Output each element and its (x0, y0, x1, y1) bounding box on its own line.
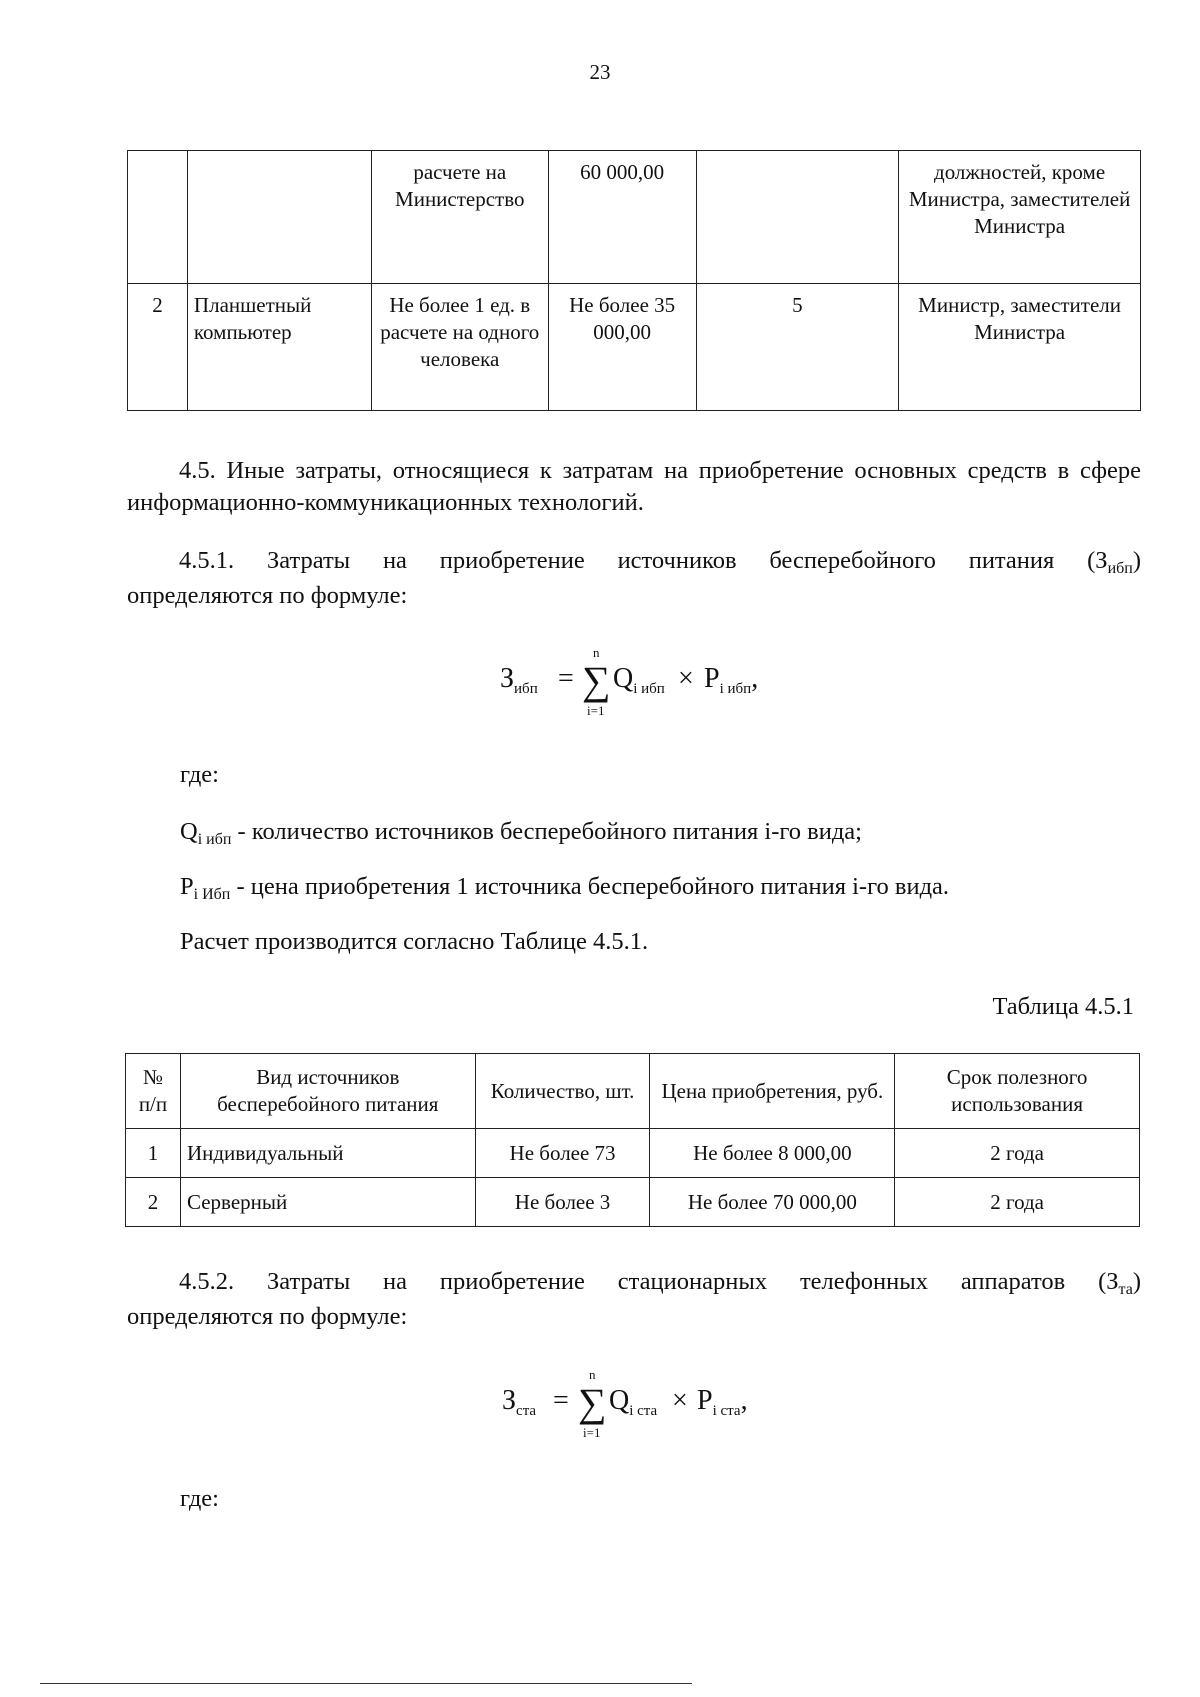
sigma-icon: ∑ (578, 1380, 607, 1425)
table-header-row (126, 1054, 1140, 1129)
page-number: 23 (589, 60, 611, 84)
cell-price: Не более 35 000,00 (548, 284, 696, 411)
formula-q-sub: i ста (629, 1403, 658, 1419)
calculation-note: Расчет производится согласно Таблице 4.5.1. (180, 928, 649, 955)
cell-positions: должностей, кроме Министра, заместителей Министра (899, 151, 1141, 284)
formula-end: , (751, 663, 759, 694)
cell-type: Индивидуальный (180, 1129, 475, 1178)
def-q-symbol: Q (180, 818, 198, 845)
def-q-sub: i ибп (197, 831, 232, 848)
header-num: № п/п (126, 1054, 181, 1129)
def-p-text: - цена приобретения 1 источника бесперебойного питания i-го вида. (230, 873, 950, 900)
section-4-5-2-paragraph (127, 1266, 1141, 1333)
footer-divider (40, 1683, 692, 1684)
definition-q (180, 818, 862, 846)
formula-q-sub: i ибп (633, 681, 665, 697)
header-price: Цена приобретения, руб. (650, 1054, 895, 1129)
def-p-symbol: P (180, 873, 194, 900)
section-4-5-2-line2: определяются по формуле: (127, 1303, 408, 1330)
table-row (128, 151, 1141, 284)
cell-num (128, 151, 188, 284)
cell-price: Не более 70 000,00 (650, 1178, 895, 1227)
section-4-5-2-sub: та (1118, 1281, 1133, 1298)
section-4-5-2-line1 (127, 1266, 1141, 1301)
formula-eq: = (553, 1385, 569, 1416)
header-quantity: Количество, шт. (475, 1054, 650, 1129)
formula-p-sub: i ибп (719, 681, 752, 697)
cell-quantity: Не более 3 (475, 1178, 650, 1227)
section-4-5-1-end: ) (1132, 547, 1141, 574)
formula-lhs-sub: ста (516, 1403, 537, 1419)
formula-ibp (500, 645, 780, 733)
where-label: где: (180, 761, 219, 788)
cell-type: Серверный (180, 1178, 475, 1227)
section-4-5-2-end: ) (1132, 1268, 1141, 1295)
section-4-5-1-line2: определяются по формуле: (127, 582, 408, 609)
sigma-icon: ∑ (582, 658, 611, 703)
where-label: где: (180, 1485, 219, 1512)
sum-lower-limit: i=1 (583, 1425, 601, 1440)
table-caption: Таблица 4.5.1 (992, 993, 1134, 1020)
formula-times: × (672, 1385, 688, 1416)
section-4-5-1-line1 (127, 545, 1141, 580)
table-row (126, 1129, 1140, 1178)
cell-positions: Министр, заместители Министра (899, 284, 1141, 411)
formula-times: × (678, 663, 694, 694)
sum-lower-limit: i=1 (587, 703, 605, 718)
cell-num: 2 (126, 1178, 181, 1227)
table-row (126, 1178, 1140, 1227)
cell-num: 1 (126, 1129, 181, 1178)
cell-term (696, 151, 899, 284)
cell-price: 60 000,00 (548, 151, 696, 284)
sum-upper-limit: n (593, 645, 600, 660)
formula-end: , (740, 1385, 748, 1416)
definition-p (180, 873, 949, 901)
formula-eq: = (558, 663, 574, 694)
cell-price: Не более 8 000,00 (650, 1129, 895, 1178)
sum-upper-limit: n (589, 1367, 596, 1382)
formula-lhs: З (500, 663, 515, 694)
section-4-5-1-sub: ибп (1107, 560, 1133, 577)
formula-q: Q (613, 663, 634, 694)
cell-norm: Не более 1 ед. в расчете на одного человека (371, 284, 548, 411)
cell-term: 2 года (895, 1178, 1140, 1227)
def-q-text: - количество источников бесперебойного питания i-го вида; (231, 818, 862, 845)
section-4-5-2-text: 4.5.2. Затраты на приобретение стационарных телефонных аппаратов (З (179, 1268, 1119, 1295)
header-term: Срок полезного использования (895, 1054, 1140, 1129)
equipment-table-continuation (127, 150, 1141, 411)
header-type: Вид источников бесперебойного питания (180, 1054, 475, 1129)
ups-table (125, 1053, 1140, 1227)
table-row (128, 284, 1141, 411)
cell-term: 2 года (895, 1129, 1140, 1178)
def-p-sub: i Ибп (193, 886, 231, 903)
section-4-5-1-text: 4.5.1. Затраты на приобретение источников бесперебойного питания (З (179, 547, 1108, 574)
section-4-5-1-paragraph (127, 545, 1141, 612)
cell-num: 2 (128, 284, 188, 411)
formula-q: Q (609, 1385, 630, 1416)
formula-p-sub: i ста (712, 1403, 741, 1419)
cell-name (187, 151, 371, 284)
cell-quantity: Не более 73 (475, 1129, 650, 1178)
cell-norm: расчете на Министерство (371, 151, 548, 284)
formula-lhs-sub: ибп (514, 681, 538, 697)
formula-p: P (704, 663, 720, 694)
cell-name: Планшетный компьютер (187, 284, 371, 411)
formula-sta (502, 1367, 782, 1455)
cell-term: 5 (696, 284, 899, 411)
formula-p: P (697, 1385, 713, 1416)
formula-lhs: З (502, 1385, 517, 1416)
section-4-5-paragraph: 4.5. Иные затраты, относящиеся к затратам на приобретение основных средств в сфере информационно-коммуникационных технологий. (127, 457, 1141, 516)
